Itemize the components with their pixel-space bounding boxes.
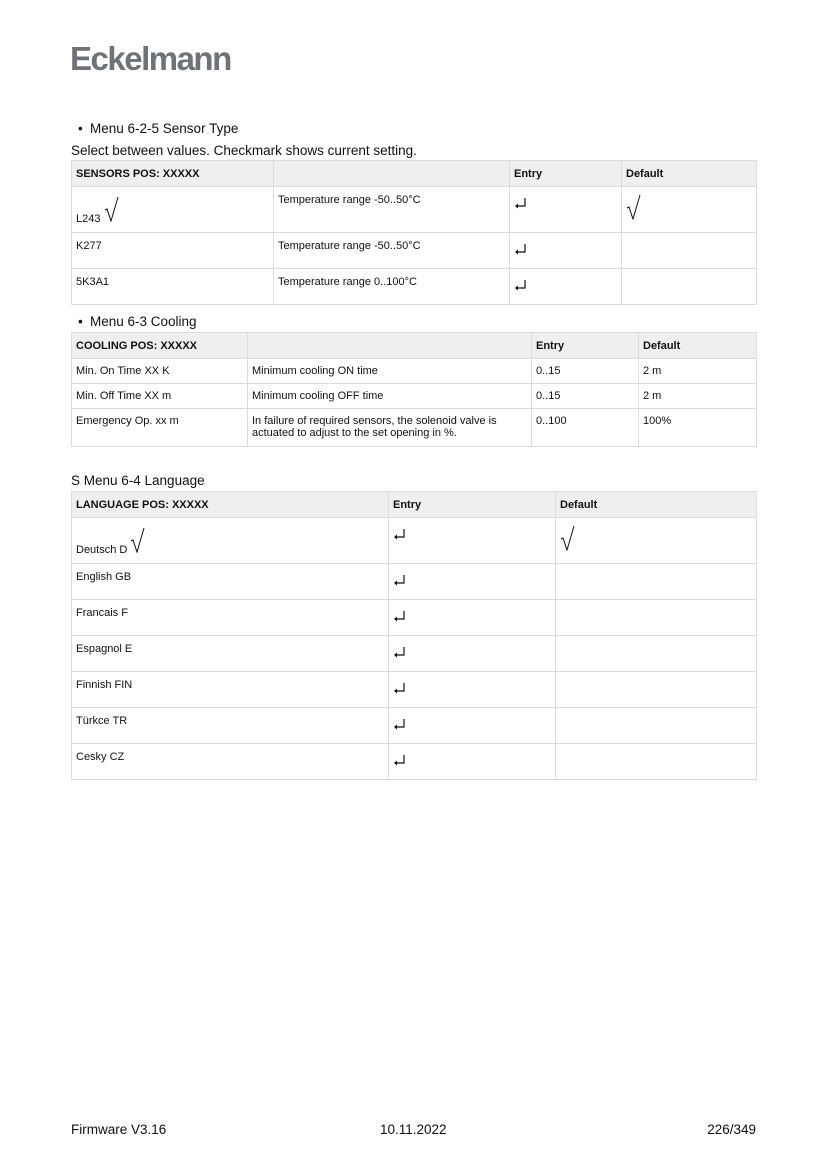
- sensor-name: 5K3A1: [76, 276, 110, 288]
- language-header-entry: Entry: [389, 492, 556, 518]
- sensor-default-cell: [622, 269, 757, 305]
- cooling-desc: Minimum cooling OFF time: [248, 384, 532, 409]
- language-row: [72, 518, 757, 564]
- cooling-entry: 0..15: [532, 359, 639, 384]
- language-entry-cell: [389, 708, 556, 744]
- enter-icon: [514, 197, 526, 209]
- language-table-header: [72, 492, 757, 518]
- sensor-header-default: Default: [622, 161, 757, 187]
- language-name: Cesky CZ: [76, 751, 125, 763]
- language-row: [72, 744, 757, 780]
- cooling-default: 2 m: [639, 359, 757, 384]
- language-name: Francais F: [76, 607, 128, 619]
- language-row: [72, 672, 757, 708]
- language-row: [72, 636, 757, 672]
- sensor-table: [71, 160, 757, 305]
- language-name: Finnish FIN: [76, 679, 133, 691]
- sensor-desc: Temperature range -50..50°C: [274, 187, 510, 233]
- language-default-cell: [556, 636, 757, 672]
- enter-icon: [393, 574, 405, 586]
- language-header-name: LANGUAGE POS: XXXXX: [72, 492, 389, 518]
- language-name-cell: [72, 744, 389, 780]
- cooling-header-entry: Entry: [532, 333, 639, 359]
- language-default-cell: [556, 744, 757, 780]
- cooling-heading: [78, 314, 197, 329]
- language-header-default: Default: [556, 492, 757, 518]
- sensor-name: K277: [76, 240, 102, 252]
- sensor-row: [72, 187, 757, 233]
- sensor-desc: Temperature range -50..50°C: [274, 233, 510, 269]
- language-name-cell: [72, 636, 389, 672]
- cooling-desc: In failure of required sensors, the solenoid valve is actuated to adjust to the set opening in %.: [248, 409, 532, 447]
- cooling-table-header: [72, 333, 757, 359]
- language-name: Espagnol E: [76, 643, 133, 655]
- checkmark-icon: [104, 196, 120, 225]
- enter-icon: [393, 718, 405, 730]
- sensor-type-title: Menu 6-2-5 Sensor Type: [90, 121, 239, 136]
- sensor-name: L243: [76, 213, 101, 225]
- sensor-header-name: SENSORS POS: XXXXX: [72, 161, 274, 187]
- cooling-header-name: COOLING POS: XXXXX: [72, 333, 248, 359]
- cooling-desc: Minimum cooling ON time: [248, 359, 532, 384]
- sensor-header-desc: [274, 161, 510, 187]
- language-name-wrap: [76, 527, 146, 556]
- enter-icon: [393, 610, 405, 622]
- sensor-name-cell: [72, 269, 274, 305]
- language-row: [72, 708, 757, 744]
- language-title: S Menu 6-4 Language: [71, 473, 205, 488]
- cooling-name: Emergency Op. xx m: [72, 409, 248, 447]
- cooling-header-desc: [248, 333, 532, 359]
- cooling-title: Menu 6-3 Cooling: [90, 314, 197, 329]
- language-name: English GB: [76, 571, 132, 583]
- sensor-default-cell: [622, 187, 757, 233]
- cooling-name: Min. On Time XX K: [72, 359, 248, 384]
- language-entry-cell: [389, 518, 556, 564]
- cooling-row: [72, 359, 757, 384]
- footer-firmware: Firmware V3.16: [71, 1122, 167, 1137]
- cooling-entry: 0..15: [532, 384, 639, 409]
- enter-icon: [514, 279, 526, 291]
- enter-icon: [393, 646, 405, 658]
- sensor-row: [72, 269, 757, 305]
- language-default-cell: [556, 708, 757, 744]
- sensor-type-heading: [78, 121, 238, 136]
- language-entry-cell: [389, 744, 556, 780]
- enter-icon: [393, 754, 405, 766]
- language-default-cell: [556, 564, 757, 600]
- cooling-row: [72, 384, 757, 409]
- language-name-cell: [72, 600, 389, 636]
- footer-page-number: 226/349: [707, 1122, 756, 1137]
- enter-icon: [514, 243, 526, 255]
- footer-date: 10.11.2022: [380, 1122, 447, 1137]
- sensor-header-entry: Entry: [510, 161, 622, 187]
- sensor-entry-cell: [510, 269, 622, 305]
- language-default-cell: [556, 518, 757, 564]
- checkmark-icon: [560, 525, 576, 554]
- cooling-header-default: Default: [639, 333, 757, 359]
- language-name-cell: [72, 708, 389, 744]
- cooling-entry: 0..100: [532, 409, 639, 447]
- sensor-entry-cell: [510, 187, 622, 233]
- cooling-default: 2 m: [639, 384, 757, 409]
- sensor-desc: Temperature range 0..100°C: [274, 269, 510, 305]
- language-entry-cell: [389, 672, 556, 708]
- language-name-cell: [72, 564, 389, 600]
- language-name: Türkce TR: [76, 715, 128, 727]
- sensor-entry-cell: [510, 233, 622, 269]
- cooling-default: 100%: [639, 409, 757, 447]
- enter-icon: [393, 528, 405, 540]
- language-default-cell: [556, 672, 757, 708]
- language-entry-cell: [389, 564, 556, 600]
- language-entry-cell: [389, 600, 556, 636]
- sensor-default-cell: [622, 233, 757, 269]
- bullet-mark: •: [78, 314, 83, 329]
- cooling-row: [72, 409, 757, 447]
- language-entry-cell: [389, 636, 556, 672]
- sensor-row: [72, 233, 757, 269]
- language-name-cell: [72, 518, 389, 564]
- enter-icon: [393, 682, 405, 694]
- language-row: [72, 600, 757, 636]
- language-name: Deutsch D: [76, 544, 128, 556]
- cooling-table: [71, 332, 757, 447]
- language-default-cell: [556, 600, 757, 636]
- sensor-name-wrap: [76, 196, 120, 225]
- language-name-cell: [72, 672, 389, 708]
- checkmark-icon: [626, 194, 642, 223]
- language-row: [72, 564, 757, 600]
- cooling-name: Min. Off Time XX m: [72, 384, 248, 409]
- language-table: [71, 491, 757, 780]
- bullet-mark: •: [78, 121, 83, 136]
- sensor-type-description: Select between values. Checkmark shows current setting.: [71, 143, 417, 158]
- sensor-table-header: [72, 161, 757, 187]
- company-logo: Eckelmann: [70, 40, 231, 77]
- sensor-name-cell: [72, 187, 274, 233]
- sensor-name-cell: [72, 233, 274, 269]
- checkmark-icon: [130, 527, 146, 556]
